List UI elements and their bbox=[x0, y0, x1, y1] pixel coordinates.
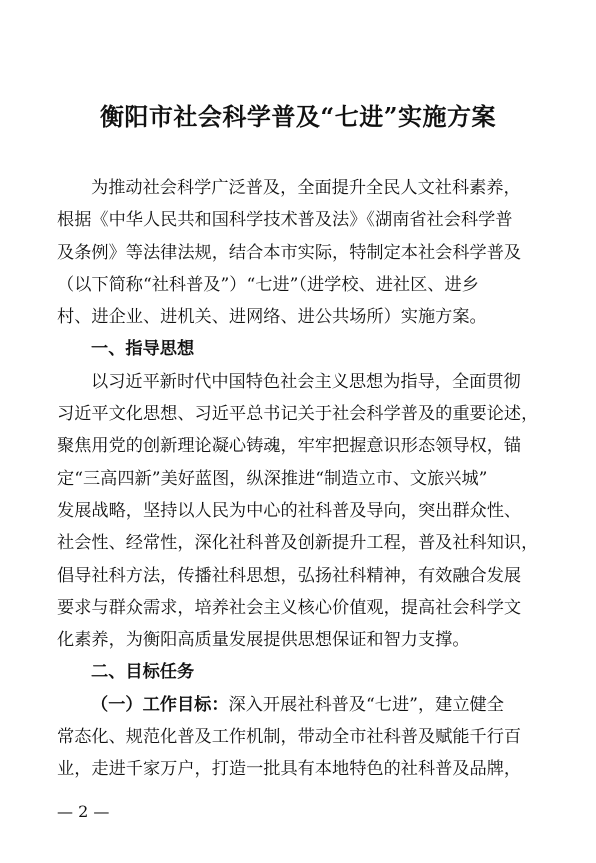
paragraph-line bbox=[57, 269, 545, 301]
paragraph-text: 深入开展社科普及“七进”，建立健全 bbox=[228, 694, 504, 715]
paragraph-text: 村、进企业、进机关、进网络、进公共场所）实施方案。 bbox=[57, 307, 487, 328]
paragraph-text: 倡导社科方法，传播社科思想，弘扬社科精神，有效融合发展 bbox=[57, 565, 522, 586]
section-heading bbox=[57, 656, 545, 688]
paragraph-line bbox=[57, 624, 545, 656]
paragraph-line bbox=[57, 527, 545, 559]
paragraph-text: 化素养，为衡阳高质量发展提供思想保证和智力支撑。 bbox=[57, 630, 470, 651]
paragraph-line bbox=[57, 463, 545, 495]
page-number: — 2 — bbox=[57, 802, 110, 821]
document-title: 衡阳市社会科学普及“七进”实施方案 bbox=[99, 102, 497, 131]
section-heading bbox=[57, 333, 545, 365]
paragraph-text: （以下简称“社科普及”）“七进”（进学校、进社区、进乡 bbox=[57, 274, 479, 295]
paragraph-line bbox=[57, 301, 545, 333]
section-heading-text: 二、目标任务 bbox=[91, 662, 195, 683]
paragraph-line bbox=[57, 237, 545, 269]
paragraph-text: 要求与群众需求，培养社会主义核心价值观，提高社会科学文 bbox=[57, 597, 522, 618]
paragraph-line bbox=[57, 753, 545, 785]
paragraph-text: 根据《中华人民共和国科学技术普及法》《湖南省社会科学普 bbox=[57, 210, 513, 231]
subsection-label: （一）工作目标： bbox=[91, 694, 229, 715]
paragraph-line bbox=[57, 592, 545, 624]
paragraph-text: 常态化、规范化普及工作机制，带动全市社科普及赋能千行百 bbox=[57, 727, 522, 748]
paragraph-text: 定“三高四新”美好蓝图，纵深推进“制造立市、文旅兴城” bbox=[57, 468, 488, 489]
paragraph-line bbox=[57, 172, 545, 204]
paragraph-line bbox=[57, 204, 545, 236]
paragraph-line bbox=[57, 366, 545, 398]
paragraph-text: 习近平文化思想、习近平总书记关于社会科学普及的重要论述， bbox=[57, 404, 539, 425]
paragraph-line bbox=[57, 721, 545, 753]
paragraph-text: 社会性、经常性，深化社科普及创新提升工程，普及社科知识， bbox=[57, 533, 539, 554]
paragraph-line bbox=[57, 430, 545, 462]
paragraph-line bbox=[57, 398, 545, 430]
paragraph-line bbox=[57, 495, 545, 527]
section-heading-text: 一、指导思想 bbox=[91, 339, 195, 360]
paragraph-text: 为推动社会科学广泛普及，全面提升全民人文社科素养， bbox=[91, 178, 521, 198]
paragraph-text: 发展战略，坚持以人民为中心的社科普及导向，突出群众性、 bbox=[57, 500, 522, 521]
paragraph-text: 以习近平新时代中国特色社会主义思想为指导，全面贯彻 bbox=[91, 371, 521, 392]
paragraph-text: 业，走进千家万户，打造一批具有本地特色的社科普及品牌， bbox=[57, 759, 522, 780]
paragraph-text: 聚焦用党的创新理论凝心铸魂，牢牢把握意识形态领导权，锚 bbox=[57, 436, 522, 457]
paragraph-line bbox=[57, 689, 545, 721]
document-body bbox=[57, 172, 545, 786]
paragraph-line bbox=[57, 560, 545, 592]
paragraph-text: 及条例》等法律法规，结合本市实际，特制定本社会科学普及 bbox=[57, 242, 522, 263]
